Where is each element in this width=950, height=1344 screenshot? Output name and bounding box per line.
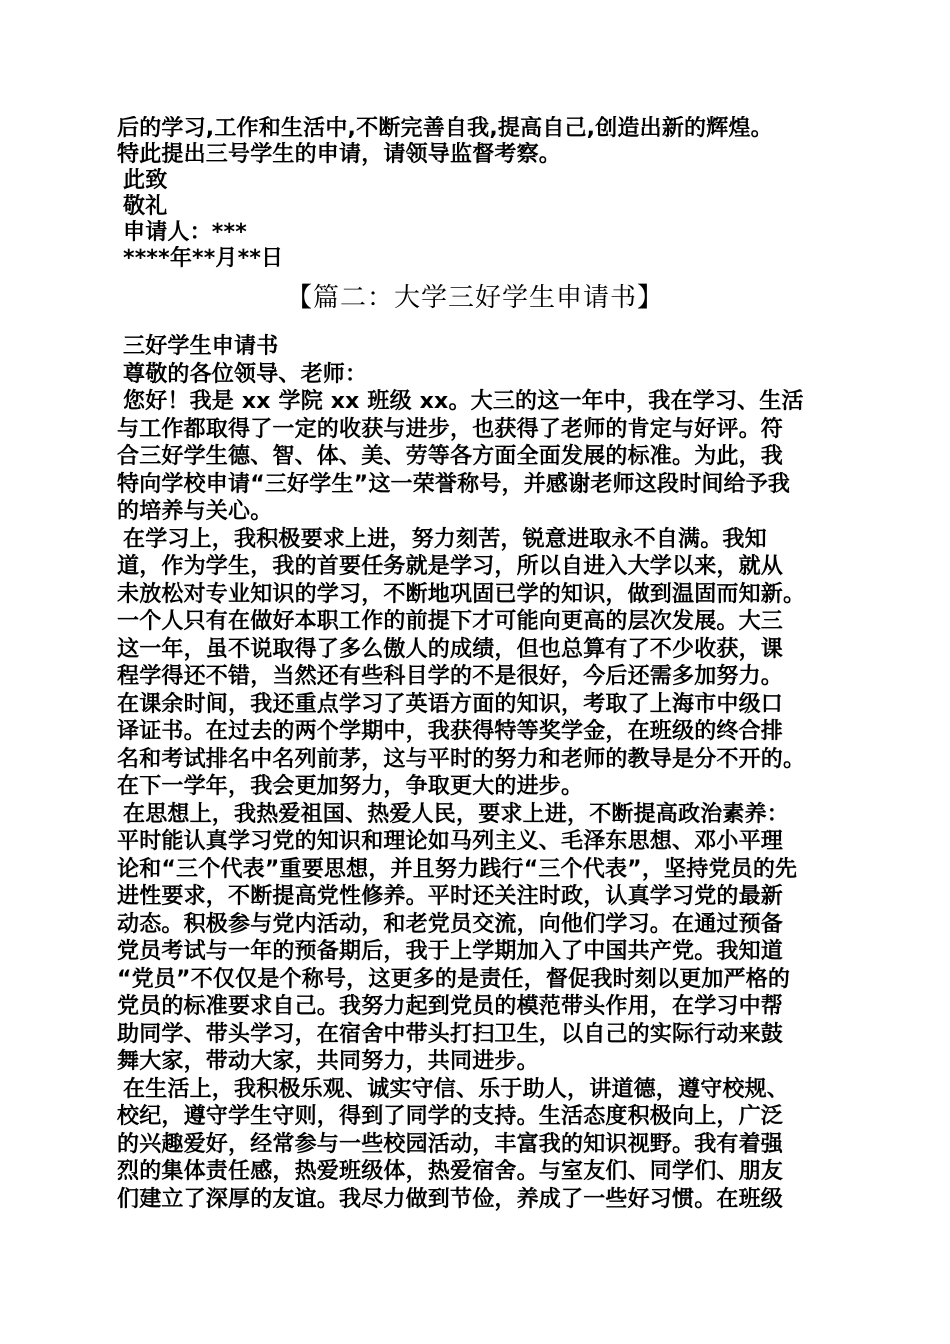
text-line: 在课余时间，我还重点学习了英语方面的知识，考取了上海市中级口 — [117, 691, 784, 717]
previous-letter-ending — [117, 116, 857, 272]
text-line: 后的学习,工作和生活中,不断完善自我,提高自己,创造出新的辉煌。 — [117, 116, 773, 141]
text-line: 烈的集体责任感，热爱班级体，热爱宿舍。与室友们、同学们、朋友 — [117, 1159, 784, 1184]
text-line: 一个人只有在做好本职工作的前提下才可能向更高的层次发展。大三 — [117, 609, 784, 634]
text-line: 的培养与关心。 — [117, 499, 273, 524]
text-line: 在生活上，我积极乐观、诚实守信、乐于助人，讲道德，遵守校规、 — [123, 1076, 790, 1102]
text-line: 特向学校申请“三好学生”这一荣誉称号，并感谢老师这段时间给予我 — [117, 471, 791, 497]
text-line: 动态。积极参与党内活动，和老党员交流，向他们学习。在通过预备 — [117, 911, 784, 937]
text-line: 在学习上，我积极要求上进，努力刻苦，锐意进取永不自满。我知 — [123, 526, 767, 552]
text-line: 道，作为学生，我的首要任务就是学习，所以自进入大学以来，就从 — [117, 554, 784, 579]
text-line: 在思想上，我热爱祖国、热爱人民，要求上进，不断提高政治素养： — [123, 801, 790, 827]
letter-date: ****年**月**日 — [123, 246, 284, 271]
text-line: 进性要求，不断提高党性修养。平时还关注时政，认真学习党的最新 — [117, 884, 784, 909]
text-line: 程学得还不错，当然还有些科目学的不是很好，今后还需多加努力。 — [117, 664, 784, 689]
text-line: 平时能认真学习党的知识和理论如马列主义、毛泽东思想、邓小平理 — [117, 829, 784, 854]
text-line: 助同学、带头学习，在宿舍中带头打扫卫生，以自己的实际行动来鼓 — [117, 1021, 784, 1047]
section-title: 【篇二：大学三好学生申请书】 — [285, 283, 664, 313]
applicant-signature: 申请人：*** — [123, 220, 247, 245]
text-line: 这一年，虽不说取得了多么傲人的成绩，但也总算有了不少收获，课 — [117, 636, 784, 662]
text-line: 在下一学年，我会更加努力，争取更大的进步。 — [117, 774, 584, 799]
text-line: 名和考试排名中名列前茅，这与平时的努力和老师的教导是分不开的。 — [117, 746, 806, 772]
text-line: 与工作都取得了一定的收获与进步，也获得了老师的肯定与好评。符 — [117, 416, 784, 442]
text-line: 未放松对专业知识的学习，不断地巩固已学的知识，做到温固而知新。 — [117, 581, 806, 607]
text-line: 们建立了深厚的友谊。我尽力做到节俭，养成了一些好习惯。在班级 — [117, 1186, 784, 1212]
text-line: 党员的标准要求自己。我努力起到党员的模范带头作用，在学习中帮 — [117, 994, 784, 1019]
text-line: 党员考试与一年的预备期后，我于上学期加入了中国共产党。我知道 — [117, 939, 784, 964]
letter-greeting: 尊敬的各位领导、老师： — [123, 361, 368, 387]
text-line: 您好！我是 xx 学院 xx 班级 xx。大三的这一年中，我在学习、生活 — [123, 389, 804, 414]
text-line: 舞大家，带动大家，共同努力，共同进步。 — [117, 1049, 539, 1074]
text-line: 特此提出三号学生的申请，请领导监督考察。 — [117, 142, 562, 167]
closing-regards: 敬礼 — [123, 194, 168, 219]
letter-title: 三好学生申请书 — [123, 334, 279, 359]
text-line: 合三好学生德、智、体、美、劳等各方面全面发展的标准。为此，我 — [117, 444, 784, 469]
closing-salutation: 此致 — [123, 168, 168, 193]
application-letter — [117, 333, 857, 1213]
text-line: 校纪，遵守学生守则，得到了同学的支持。生活态度积极向上，广泛 — [117, 1104, 784, 1129]
text-line: “党员”不仅仅是个称号，这更多的是责任，督促我时刻以更加严格的 — [117, 966, 791, 992]
text-line: 译证书。在过去的两个学期中，我获得特等奖学金，在班级的终合排 — [117, 719, 784, 744]
text-line: 论和“三个代表”重要思想，并且努力践行“三个代表”，坚持党员的先 — [117, 856, 798, 882]
text-line: 的兴趣爱好，经常参与一些校园活动，丰富我的知识视野。我有着强 — [117, 1131, 784, 1157]
